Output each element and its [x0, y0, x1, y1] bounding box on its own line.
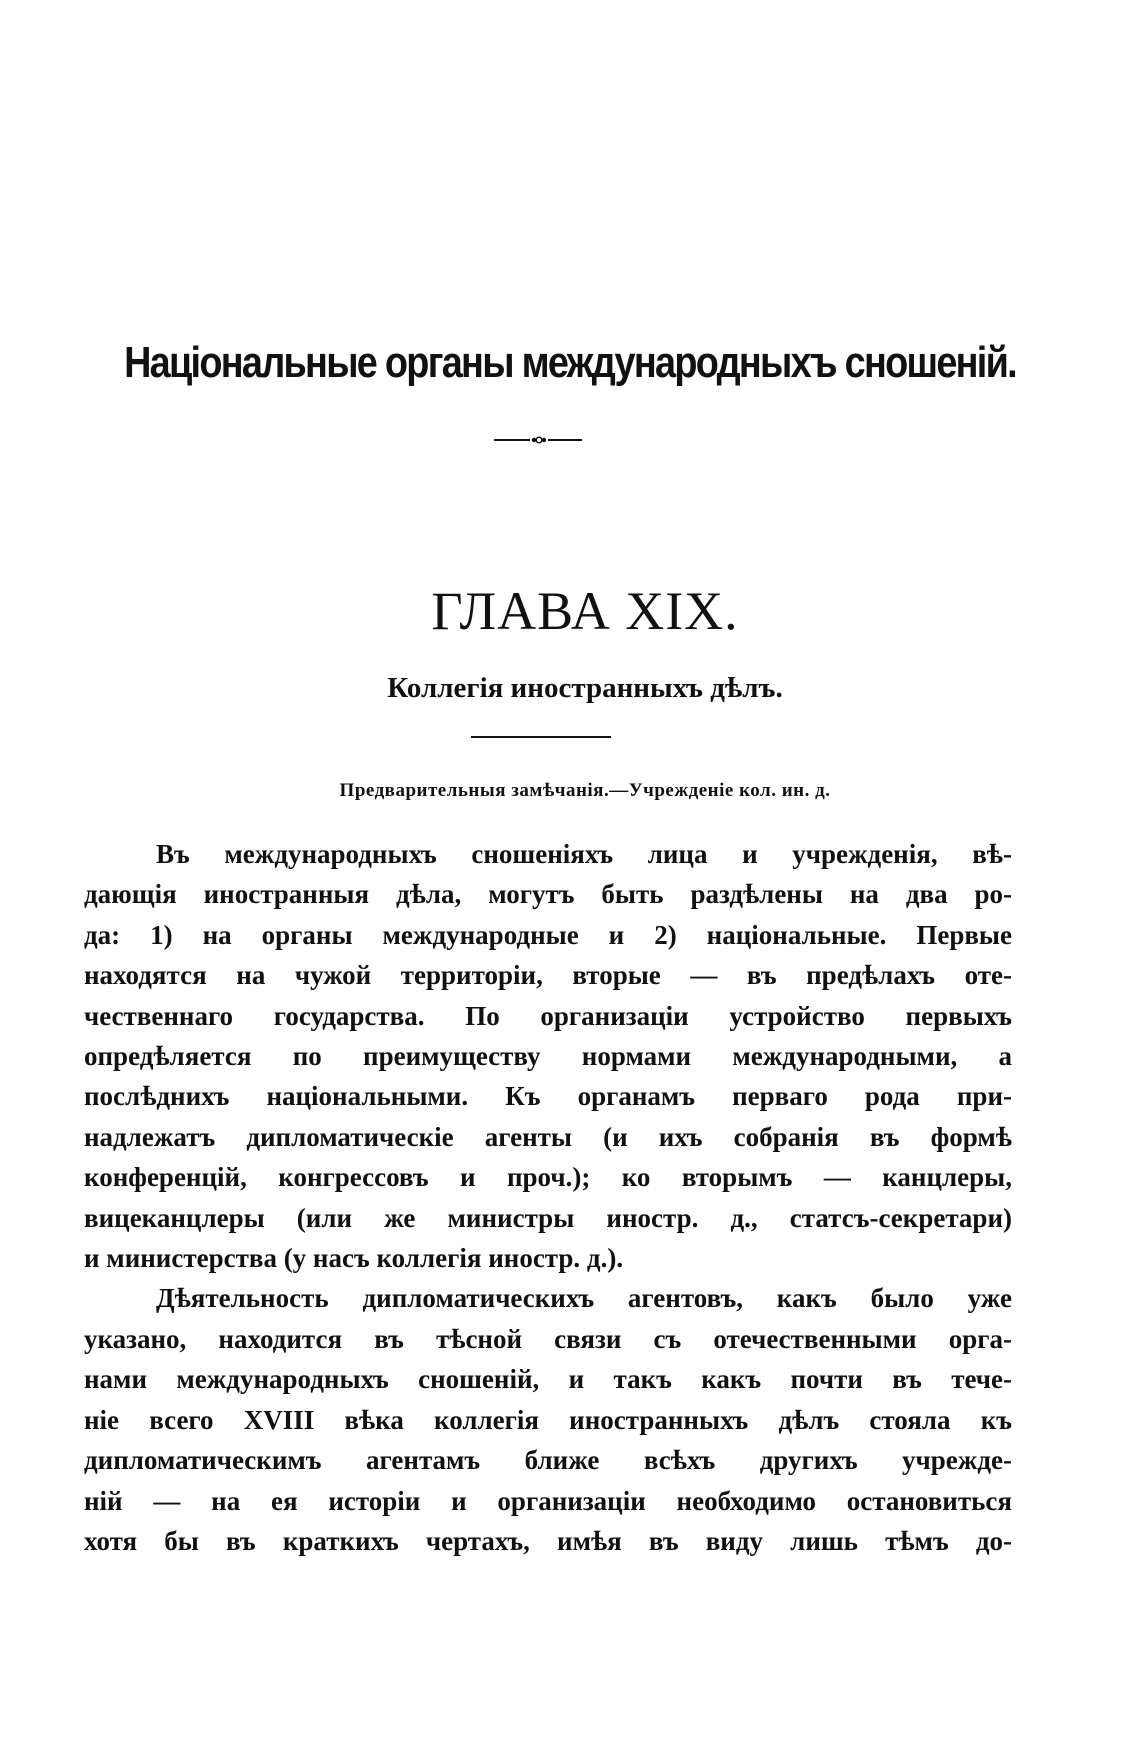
- chapter-summary: Предварительныя замѣчанія.—Учрежденіе кол. ин. д.: [339, 780, 831, 801]
- text-line: хотя бы въ краткихъ чертахъ, имѣя въ виду лишь тѣмъ до-: [84, 1525, 1012, 1556]
- text-line: дипломатическимъ агентамъ ближе всѣхъ другихъ учрежде-: [84, 1445, 1012, 1476]
- text-line: Дѣятельность дипломатическихъ агентовъ, какъ было уже: [156, 1283, 1012, 1314]
- text-line: нами международныхъ сношеній, и такъ какъ почти въ тече-: [84, 1364, 1012, 1395]
- text-line: конференцій, конгрессовъ и проч.); ко вторымъ — канцлеры,: [84, 1162, 1012, 1193]
- text-line: находятся на чужой территоріи, вторые — въ предѣлахъ оте-: [84, 960, 1012, 991]
- body-text: [84, 834, 1012, 1561]
- chapter-title: Коллегія иностранныхъ дѣлъ.: [387, 672, 783, 704]
- paragraph: [84, 1278, 1012, 1561]
- part-title: Національные органы международныхъ сношеній.: [124, 338, 1016, 387]
- chapter-rule: [471, 736, 611, 738]
- text-line: послѣднихъ національными. Къ органамъ перваго рода при-: [84, 1081, 1012, 1112]
- text-line: Въ международныхъ сношеніяхъ лица и учрежденія, вѣ-: [156, 839, 1012, 869]
- ornament-divider: [494, 435, 582, 445]
- paragraph: [84, 834, 1012, 1278]
- chapter-number: ГЛАВА XIX.: [431, 581, 739, 641]
- text-line: опредѣляется по преимуществу нормами международными, а: [84, 1041, 1012, 1072]
- text-line: чественнаго государства. По организаціи устройство первыхъ: [84, 1000, 1012, 1031]
- text-line: дающія иностранныя дѣла, могутъ быть раздѣлены на два ро-: [84, 879, 1012, 910]
- text-line: да: 1) на органы международные и 2) національные. Первые: [84, 919, 1012, 950]
- text-line: и министерства (у насъ коллегія иностр. д.).: [84, 1243, 624, 1274]
- text-line: указано, находится въ тѣсной связи съ отечественными орга-: [84, 1323, 1012, 1354]
- text-line: надлежатъ дипломатическіе агенты (и ихъ собранія въ формѣ: [84, 1121, 1012, 1152]
- text-line: вицеканцлеры (или же министры иностр. д., статсъ-секретари): [84, 1202, 1012, 1233]
- text-line: ній — на ея исторіи и организаціи необходимо остановиться: [84, 1485, 1012, 1516]
- text-line: ніе всего XVIII вѣка коллегія иностранныхъ дѣлъ стояла къ: [84, 1404, 1012, 1435]
